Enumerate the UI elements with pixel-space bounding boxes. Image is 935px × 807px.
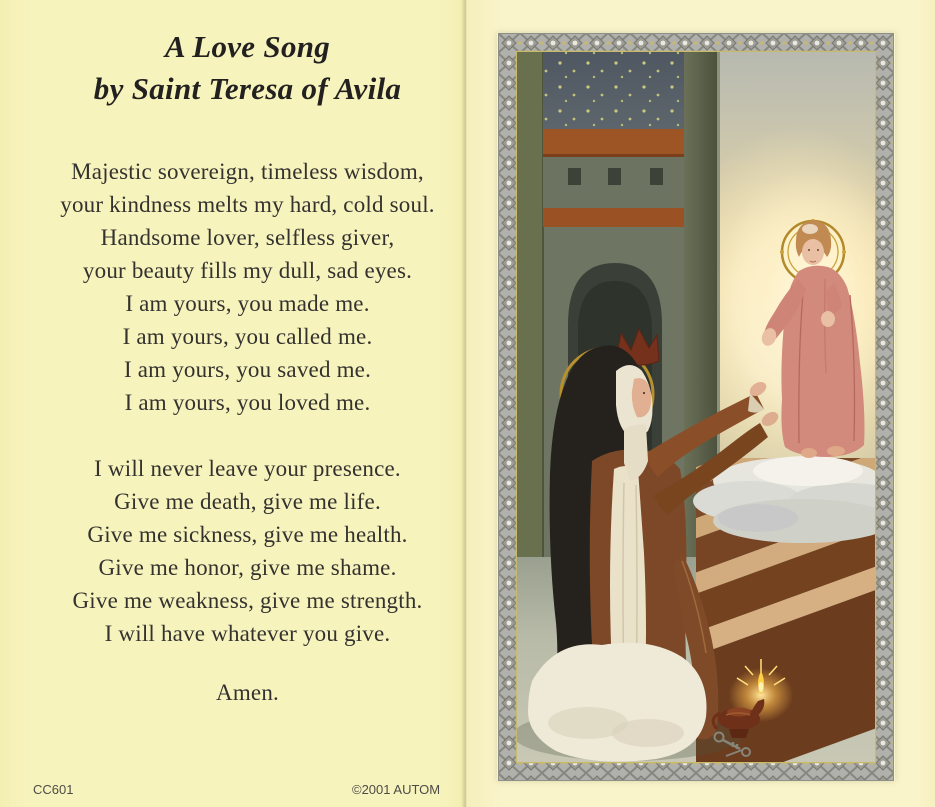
poem-line: I am yours, you loved me. <box>124 390 371 415</box>
poem-line: your kindness melts my hard, cold soul. <box>60 192 435 217</box>
title-line-1: A Love Song <box>164 29 331 64</box>
brick-band <box>543 129 686 156</box>
amen-line: Amen. <box>216 680 279 705</box>
product-code: CC601 <box>33 782 74 797</box>
poem-line: Give me sickness, give me health. <box>87 522 408 547</box>
poem-line: Majestic sovereign, timeless wisdom, <box>71 159 424 184</box>
poem-stanza-2 <box>0 452 467 650</box>
poem-line: I will have whatever you give. <box>104 621 391 646</box>
copyright-notice: ©2001 AUTOM <box>352 782 441 797</box>
poem-line: I am yours, you called me. <box>122 324 373 349</box>
prayer-text-panel <box>0 0 467 807</box>
card-title <box>0 26 467 110</box>
poem-line: I will never leave your presence. <box>94 456 401 481</box>
poem-line: I am yours, you made me. <box>125 291 370 316</box>
poem-line: Handsome lover, selfless giver, <box>100 225 395 250</box>
poem-line: Give me honor, give me shame. <box>98 555 397 580</box>
holy-image-panel <box>467 0 935 807</box>
poem-line: I am yours, you saved me. <box>123 357 372 382</box>
holy-card-illustration <box>497 33 895 781</box>
poem-line: Give me weakness, give me strength. <box>72 588 423 613</box>
brick-band <box>543 208 686 227</box>
title-line-2: by Saint Teresa of Avila <box>93 71 402 106</box>
poem-stanza-1 <box>0 155 467 419</box>
poem-line: your beauty fills my dull, sad eyes. <box>82 258 413 283</box>
poem-line: Give me death, give me life. <box>114 489 381 514</box>
